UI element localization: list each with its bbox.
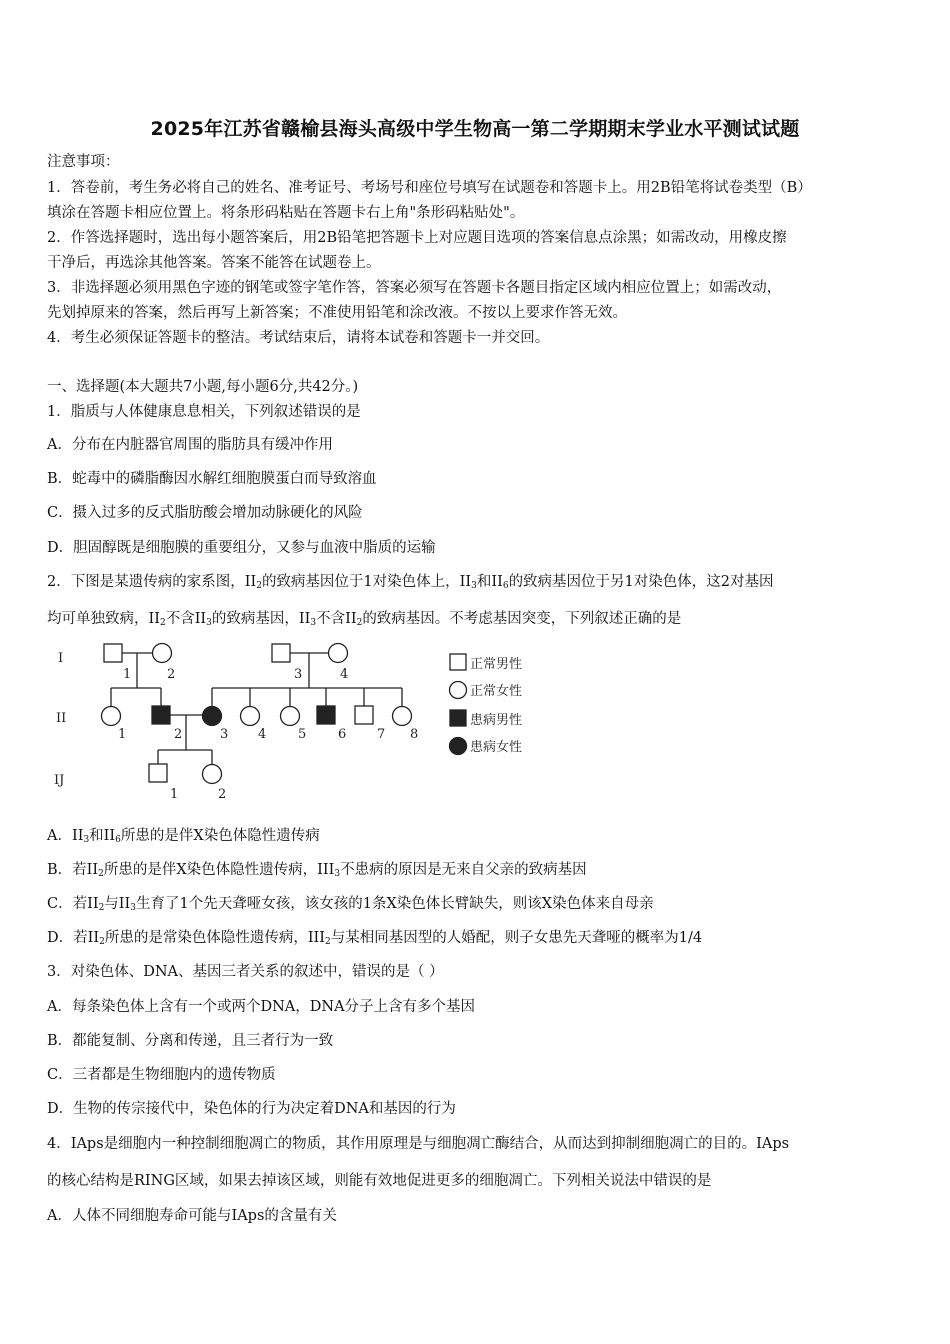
pedigree-ii8-female bbox=[393, 707, 412, 726]
pedigree-num: 4 bbox=[258, 727, 267, 742]
page-title: 2025年江苏省赣榆县海头高级中学生物高一第二学期期末学业水平测试试题 bbox=[150, 118, 800, 140]
pedigree-i3-male bbox=[272, 644, 290, 662]
legend-normal-male-symbol bbox=[450, 654, 466, 670]
pedigree-i4-female bbox=[329, 644, 348, 663]
pedigree-ii4-female bbox=[241, 707, 260, 726]
pedigree-num: 1 bbox=[170, 787, 179, 802]
pedigree-ii6-affected-male bbox=[317, 706, 335, 724]
legend-label: 正常女性 bbox=[470, 684, 523, 699]
pedigree-num: 3 bbox=[294, 667, 303, 682]
legend-affected-male-symbol bbox=[450, 710, 466, 726]
pedigree-num: 2 bbox=[218, 787, 227, 802]
q1-option-a: A．分布在内脏器官周围的脂肪具有缓冲作用 bbox=[47, 437, 333, 453]
pedigree-ii3-affected-female bbox=[203, 707, 222, 726]
q3-option-d: D．生物的传宗接代中，染色体的行为决定着DNA和基因的行为 bbox=[47, 1101, 456, 1117]
q2-stem-line2: 均可单独致病，$II_2$不含$II_3$的致病基因，$II_3$不含$II_2$的致病基因。不考虑基因突变，下列叙述正确的是 bbox=[47, 611, 682, 628]
pedigree-num: 1 bbox=[118, 727, 127, 742]
q2-option-a: A．$II_3$和$II_6$所患的是伴X染色体隐性遗传病 bbox=[47, 828, 320, 845]
q2-option-d: D．若$II_2$所患的是常染色体隐性遗传病，$III_2$与某相同基因型的人婚配，则子女患先天聋哑的概率为1/4 bbox=[47, 930, 703, 947]
notice-line: 2．作答选择题时，选出每小题答案后，用2B铅笔把答题卡上对应题目选项的答案信息点涂黑；如需改动，用橡皮擦 bbox=[47, 230, 787, 246]
pedigree-num: 2 bbox=[174, 727, 183, 742]
pedigree-iii1-male bbox=[149, 764, 167, 782]
pedigree-num: 7 bbox=[377, 727, 386, 742]
legend-affected-female-symbol bbox=[450, 738, 467, 755]
notice-line: 3．非选择题必须用黑色字迹的钢笔或签字笔作答，答案必须写在答题卡各题目指定区域内相应位置上；如需改动， bbox=[47, 280, 782, 296]
q1-option-d: D．胆固醇既是细胞膜的重要组分，又参与血液中脂质的运输 bbox=[47, 540, 436, 556]
q4-stem-line1: 4．IAps是细胞内一种控制细胞凋亡的物质，其作用原理是与细胞凋亡酶结合，从而达到抑制细胞凋亡的目的。IAps bbox=[47, 1136, 790, 1152]
section-heading: 一、选择题(本大题共7小题,每小题6分,共42分。) bbox=[47, 379, 359, 395]
pedigree-ii7-male bbox=[355, 706, 373, 724]
pedigree-ii1-female bbox=[102, 707, 121, 726]
pedigree-iii2-female bbox=[203, 765, 222, 784]
pedigree-num: 2 bbox=[167, 667, 176, 682]
pedigree-num: 4 bbox=[340, 667, 349, 682]
q2-stem-line1: 2．下图是某遗传病的家系图，$II_2$的致病基因位于1对染色体上，$II_3$和$II_6$的致病基因位于另1对染色体，这2对基因 bbox=[47, 574, 774, 591]
q1-option-b: B．蛇毒中的磷脂酶因水解红细胞膜蛋白而导致溶血 bbox=[47, 471, 377, 487]
q3-option-c: C．三者都是生物细胞内的遗传物质 bbox=[47, 1067, 276, 1083]
notice-line: 4．考生必须保证答题卡的整洁。考试结束后，请将本试卷和答题卡一并交回。 bbox=[47, 330, 550, 346]
pedigree-num: 3 bbox=[220, 727, 229, 742]
q3-option-a: A．每条染色体上含有一个或两个DNA，DNA分子上含有多个基因 bbox=[47, 999, 476, 1015]
q2-option-c: C．若$II_2$与$II_3$生育了1个先天聋哑女孩，该女孩的1条X染色体长臂缺失，则该X染色体来自母亲 bbox=[47, 896, 654, 913]
pedigree-num: 8 bbox=[410, 727, 419, 742]
q4-stem-line2: 的核心结构是RING区域，如果去掉该区域，则能有效地促进更多的细胞凋亡。下列相关说法中错误的是 bbox=[47, 1173, 712, 1189]
q3-stem: 3．对染色体、DNA、基因三者关系的叙述中，错误的是（ ） bbox=[47, 964, 444, 980]
pedigree-num: 1 bbox=[123, 667, 132, 682]
legend-label: 患病男性 bbox=[470, 713, 523, 728]
notice-line: 先划掉原来的答案，然后再写上新答案；不准使用铅笔和涂改液。不按以上要求作答无效。 bbox=[47, 305, 627, 321]
q1-stem: 1．脂质与人体健康息息相关，下列叙述错误的是 bbox=[47, 404, 361, 420]
pedigree-num: 5 bbox=[298, 727, 307, 742]
pedigree-i2-female bbox=[153, 644, 172, 663]
q3-option-b: B．都能复制、分离和传递，且三者行为一致 bbox=[47, 1033, 334, 1049]
pedigree-gen-label: IJ bbox=[54, 773, 65, 788]
legend-label: 正常男性 bbox=[470, 657, 523, 672]
q2-option-b: B．若$II_2$所患的是伴X染色体隐性遗传病，$III_3$不患病的原因是无来自父亲的致病基因 bbox=[47, 862, 587, 879]
notice-line: 填涂在答题卡相应位置上。将条形码粘贴在答题卡右上角"条形码粘贴处"。 bbox=[47, 205, 525, 221]
notice-line: 1．答卷前，考生务必将自己的姓名、准考证号、考场号和座位号填写在试题卷和答题卡上。用2B铅笔将试卷类型（B） bbox=[47, 180, 812, 196]
notice-heading: 注意事项： bbox=[47, 154, 120, 170]
q1-option-c: C．摄入过多的反式脂肪酸会增加动脉硬化的风险 bbox=[47, 505, 363, 521]
pedigree-num: 6 bbox=[338, 727, 347, 742]
notice-line: 干净后，再选涂其他答案。答案不能答在试题卷上。 bbox=[47, 255, 381, 271]
legend-label: 患病女性 bbox=[470, 740, 523, 755]
pedigree-gen-label: II bbox=[56, 711, 67, 726]
pedigree-chart bbox=[44, 638, 564, 804]
legend-normal-female-symbol bbox=[450, 682, 467, 699]
pedigree-i1-male bbox=[104, 644, 122, 662]
pedigree-ii2-affected-male bbox=[152, 706, 170, 724]
pedigree-gen-label: I bbox=[58, 651, 64, 666]
pedigree-ii5-female bbox=[281, 707, 300, 726]
q4-option-a: A．人体不同细胞寿命可能与IAps的含量有关 bbox=[47, 1208, 337, 1224]
